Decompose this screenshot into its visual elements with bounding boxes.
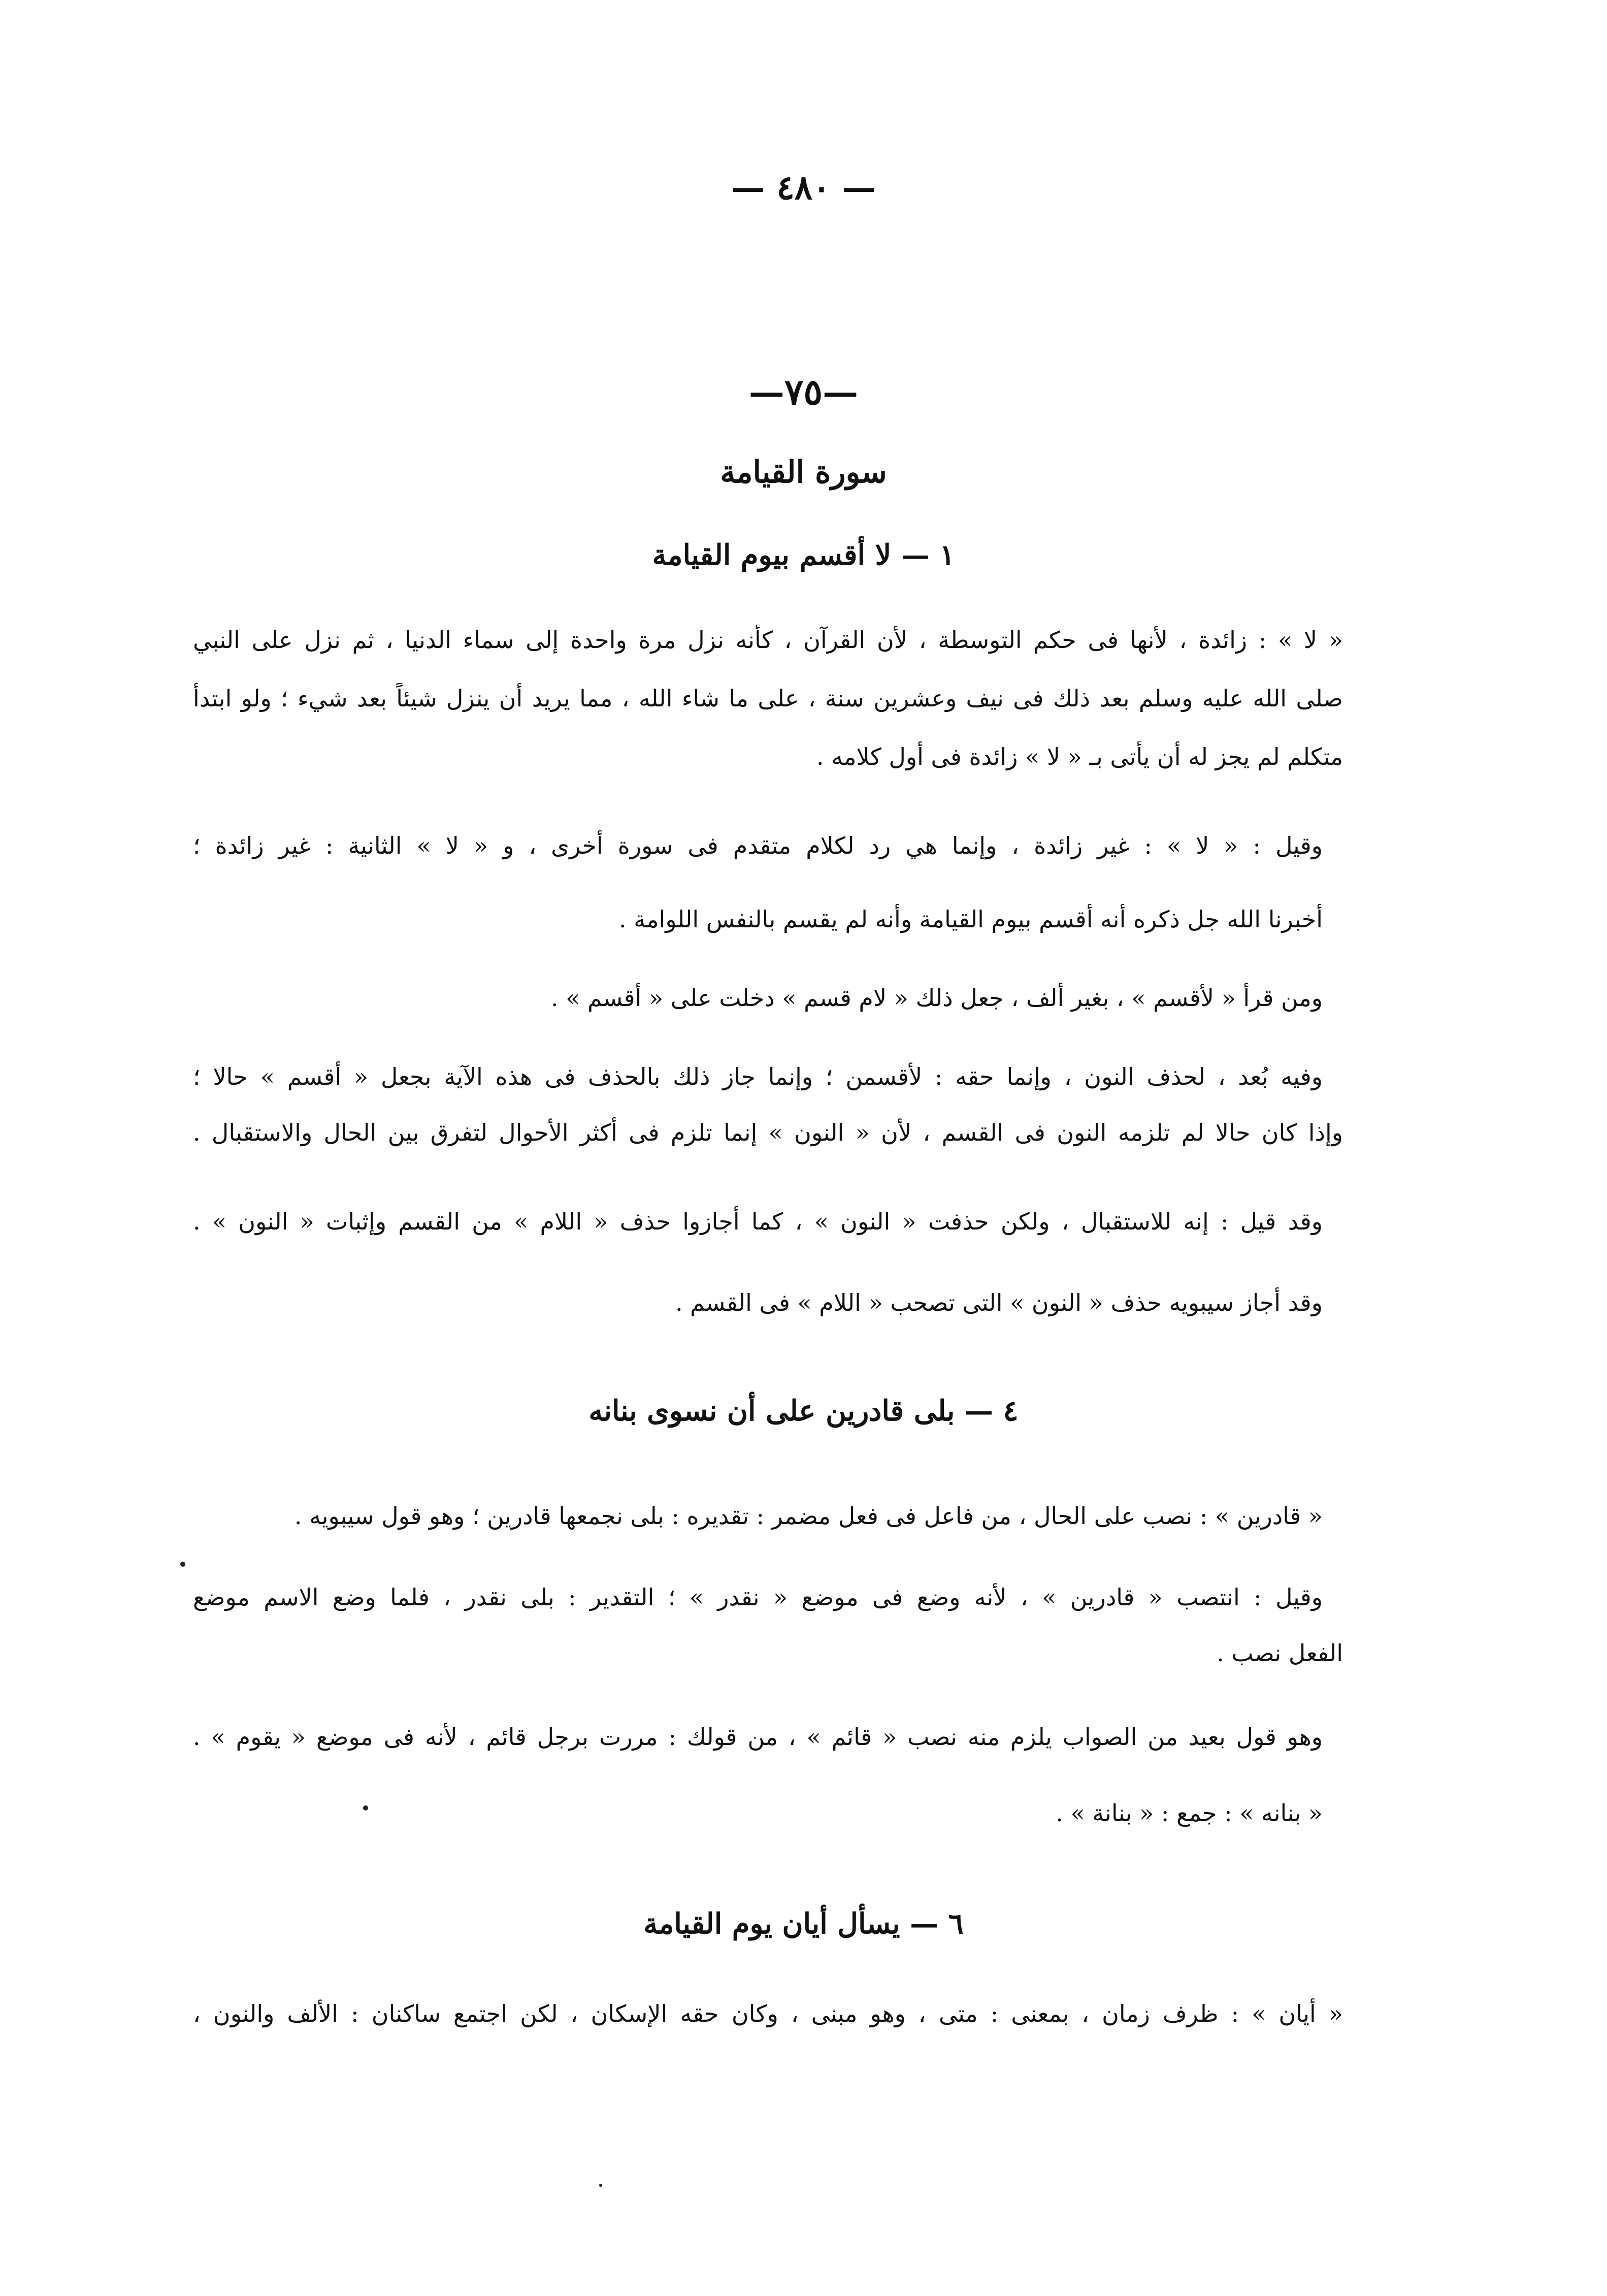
- section-number: —٧٥—: [748, 371, 859, 413]
- paragraph-line: وهو قول بعيد من الصواب يلزم منه نصب « قائم » ، من قولك : مررت برجل قائم ، لأنه فى موضع « يقوم » .: [193, 1723, 1323, 1751]
- verse-heading: ٦ — يسأل أيان يوم القيامة: [643, 1907, 964, 1941]
- surah-title: سورة القيامة: [720, 455, 887, 490]
- paragraph-line: ومن قرأ « لأقسم » ، بغير ألف ، جعل ذلك « لام قسم » دخلت على « أقسم » .: [550, 984, 1323, 1012]
- paragraph-line: وقيل : « لا » : غير زائدة ، وإنما هي رد لكلام متقدم فى سورة أخرى ، و « لا » الثانية : غير زائدة ؛: [193, 832, 1323, 859]
- verse-heading: ١ — لا أقسم بيوم القيامة: [652, 538, 955, 572]
- page-number: — ٤٨٠ —: [731, 168, 876, 207]
- paragraph-line: وقيل : انتصب « قادرين » ، لأنه وضع فى موضع « نقدر » ؛ التقدير : بلى نقدر ، فلما وضع الاسم موضع: [193, 1583, 1323, 1611]
- scan-speck: [180, 1562, 185, 1567]
- paragraph-line: وقد أجاز سيبويه حذف « النون » التى تصحب « اللام » فى القسم .: [675, 1289, 1323, 1316]
- paragraph-line: « قادرين » : نصب على الحال ، من فاعل فى فعل مضمر : تقديره : بلى نجمعها قادرين ؛ وهو قول سيبويه .: [294, 1502, 1323, 1530]
- paragraph-line: وقد قيل : إنه للاستقبال ، ولكن حذفت « النون » ، كما أجازوا حذف « اللام » من القسم وإثبات « النون » .: [193, 1208, 1323, 1235]
- scan-speck: [599, 2184, 602, 2187]
- paragraph-line: « بنانه » : جمع : « بنانة » .: [1056, 1799, 1323, 1827]
- verse-heading: ٤ — بلى قادرين على أن نسوى بنانه: [588, 1394, 1019, 1428]
- paragraph-line: أخبرنا الله جل ذكره أنه أقسم بيوم القيامة وأنه لم يقسم بالنفس اللوامة .: [619, 906, 1323, 933]
- paragraph-line: متكلم لم يجز له أن يأتى بـ « لا » زائدة فى أول كلامه .: [816, 743, 1343, 770]
- paragraph-line: وإذا كان حالا لم تلزمه النون فى القسم ، لأن « النون » إنما تلزم فى أكثر الأحوال لتفرق بين الحال والاستقبال .: [193, 1119, 1343, 1146]
- scan-speck: [363, 1805, 368, 1810]
- paragraph-line: وفيه بُعد ، لحذف النون ، وإنما حقه : لأقسمن ؛ وإنما جاز ذلك بالحذف فى هذه الآية بجعل « أقسم » حالا ؛: [193, 1063, 1323, 1090]
- paragraph-line: « أيان » : ظرف زمان ، بمعنى : متى ، وهو مبنى ، وكان حقه الإسكان ، لكن اجتمع ساكنان : الألف والنون ،: [193, 2000, 1343, 2027]
- paragraph-line: صلى الله عليه وسلم بعد ذلك فى نيف وعشرين سنة ، على ما شاء الله ، مما يريد أن ينزل شيئاً بعد شيء ؛ ولو ابتدأ: [193, 685, 1343, 712]
- paragraph-line: الفعل نصب .: [1217, 1639, 1343, 1667]
- paragraph-line: « لا » : زائدة ، لأنها فى حكم التوسطة ، لأن القرآن ، كأنه نزل مرة واحدة إلى سماء الدنيا ، ثم نزل على النبي: [193, 626, 1343, 654]
